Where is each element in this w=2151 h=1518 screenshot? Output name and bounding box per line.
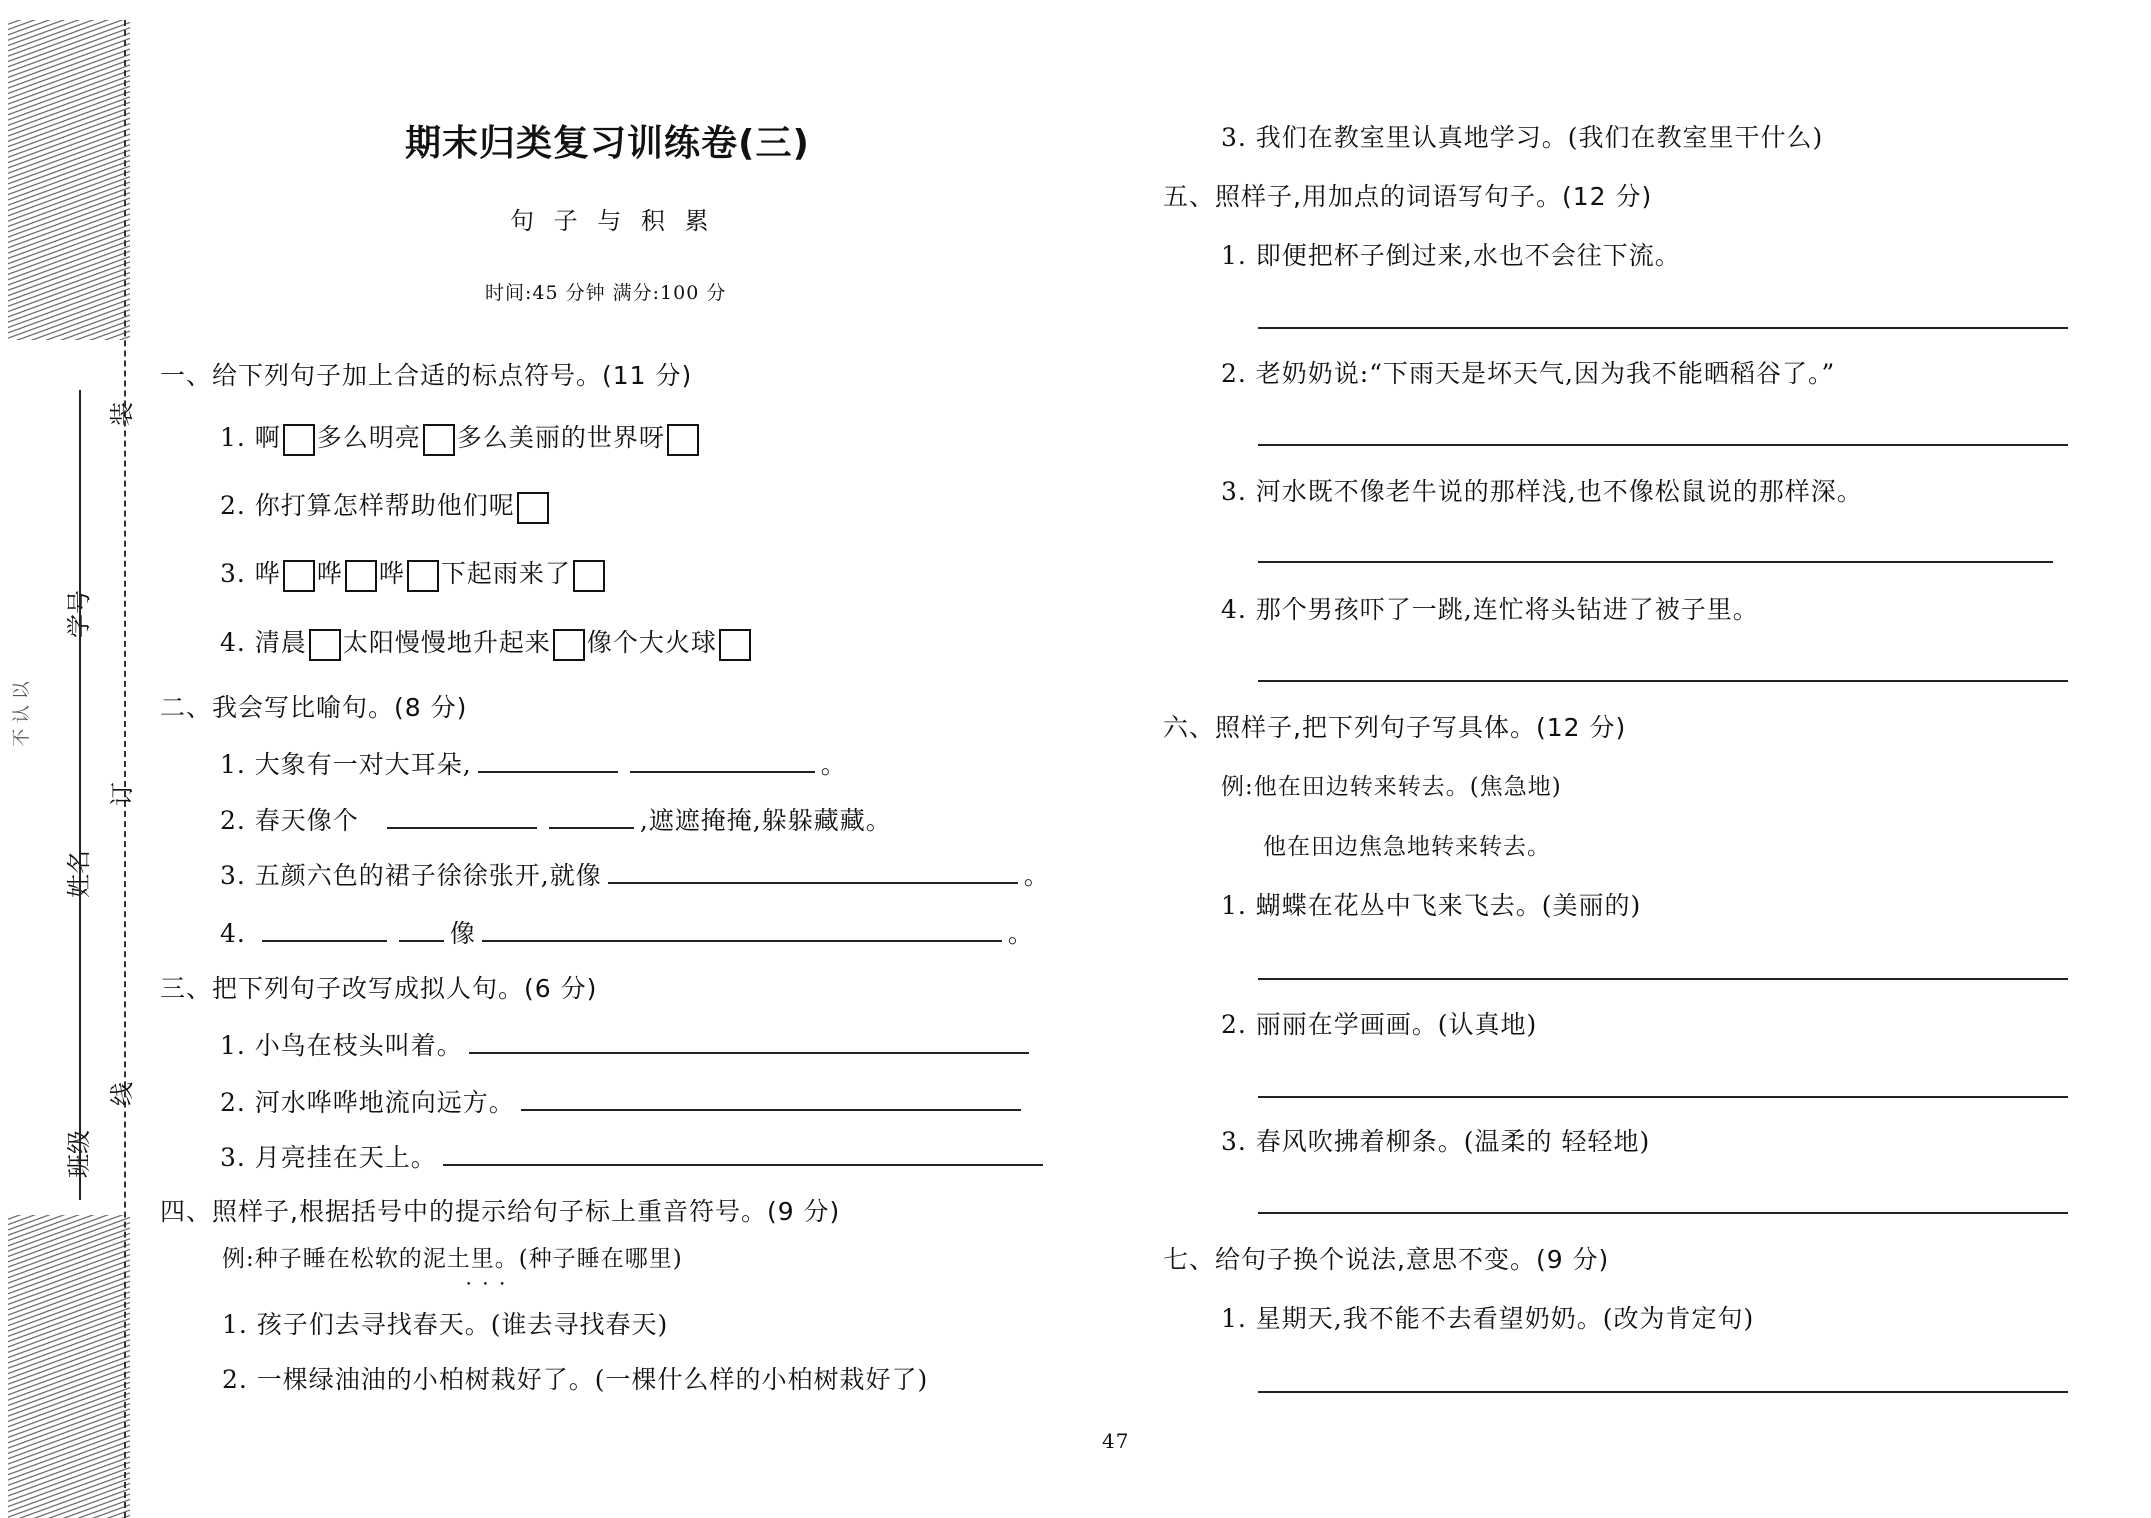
cut-char: 线 [108,1082,136,1106]
question-3-3 [220,1142,1049,1174]
question-2-2 [220,805,892,837]
section-5-heading: 五、照样子,用加点的词语写句子。(12 分) [1163,182,1653,211]
period: 。 [820,750,847,779]
number-label: 学号 [65,590,93,638]
question-1-4 [220,627,753,661]
question-2-3 [220,860,1050,892]
answer-line[interactable] [630,751,815,773]
subtitle: 句 子 与 积 累 [510,207,715,235]
question-4-1: 1. 孩子们去寻找春天。(谁去寻找春天) [222,1310,669,1339]
answer-box[interactable] [345,560,377,592]
question-3-2 [220,1087,1027,1119]
question-text: 4. 清晨 [220,628,307,657]
binding-hatch-top [8,20,130,340]
answer-line[interactable] [1258,1212,2068,1214]
period: 。 [1023,861,1050,890]
question-6-3: 3. 春风吹拂着柳条。(温柔的 轻轻地) [1221,1127,1651,1156]
question-1-3 [220,558,607,592]
question-text: 多么美丽的世界呀 [456,423,665,452]
question-text: 1. 啊 [220,423,281,452]
class-label: 班级 [65,1130,93,1178]
question-text: 3. 月亮挂在天上。 [220,1143,437,1172]
answer-line[interactable] [399,920,444,942]
period: 。 [1007,919,1034,948]
cut-char: 装 [108,402,136,426]
question-text: 4. [220,919,246,948]
answer-line[interactable] [549,807,634,829]
question-text: 3. 五颜六色的裙子徐徐张开,就像 [220,861,602,890]
question-text: 哗 [316,559,343,588]
question-text: 2. 河水哗哗地流向远方。 [220,1088,515,1117]
answer-box[interactable] [283,560,315,592]
answer-line[interactable] [1258,561,2053,563]
section-3-heading: 三、把下列句子改写成拟人句。(6 分) [160,974,598,1003]
question-text: 1. 大象有一对大耳朵, [220,750,472,779]
question-4-2: 2. 一棵绿油油的小柏树栽好了。(一棵什么样的小柏树栽好了) [222,1365,929,1394]
question-6-2: 2. 丽丽在学画画。(认真地) [1221,1010,1538,1039]
section-1-heading: 一、给下列句子加上合适的标点符号。(11 分) [160,361,693,390]
question-6-1: 1. 蝴蝶在花丛中飞来飞去。(美丽的) [1221,891,1642,920]
answer-line[interactable] [1258,1391,2068,1393]
question-text: 哗 [378,559,405,588]
answer-box[interactable] [407,560,439,592]
question-4-3: 3. 我们在教室里认真地学习。(我们在教室里干什么) [1221,123,1824,152]
emphasis-dots: • • • [466,1280,505,1290]
question-text: 像 [449,919,476,948]
answer-box[interactable] [517,492,549,524]
answer-line[interactable] [262,920,387,942]
answer-line[interactable] [1258,978,2068,980]
question-2-4 [220,918,1034,950]
question-3-1 [220,1030,1035,1062]
section-4-heading: 四、照样子,根据括号中的提示给句子标上重音符号。(9 分) [160,1197,841,1226]
binding-fill-line [79,390,81,1200]
question-5-1: 1. 即便把杯子倒过来,水也不会往下流。 [1221,241,1681,270]
question-5-4: 4. 那个男孩吓了一跳,连忙将头钻进了被子里。 [1221,595,1759,624]
question-text: 下起雨来了 [440,559,571,588]
example-6: 例:他在田边转来转去。(焦急地) [1221,774,1562,800]
question-text: 像个大火球 [586,628,717,657]
example-6-answer: 他在田边焦急地转来转去。 [1263,834,1551,860]
question-1-1 [220,422,701,456]
example-4: 例:种子睡在松软的泥土里。(种子睡在哪里) [222,1246,683,1272]
answer-line[interactable] [469,1032,1029,1054]
answer-line[interactable] [443,1144,1043,1166]
question-text: 2. 你打算怎样帮助他们呢 [220,491,515,520]
question-7-1: 1. 星期天,我不能不去看望奶奶。(改为肯定句) [1221,1304,1755,1333]
exam-meta: 时间:45 分钟 满分:100 分 [485,282,727,304]
answer-line[interactable] [478,751,618,773]
answer-line[interactable] [1258,327,2068,329]
section-6-heading: 六、照样子,把下列句子写具体。(12 分) [1163,713,1627,742]
question-text: 2. 春天像个 [220,806,359,835]
answer-box[interactable] [423,424,455,456]
answer-line[interactable] [1258,680,2068,682]
answer-box[interactable] [283,424,315,456]
question-text: 3. 哗 [220,559,281,588]
cut-char: 订 [108,782,136,806]
answer-line[interactable] [387,807,537,829]
answer-line[interactable] [482,920,1002,942]
question-2-1 [220,749,847,781]
answer-box[interactable] [553,629,585,661]
section-7-heading: 七、给句子换个说法,意思不变。(9 分) [1163,1245,1610,1274]
page-title: 期末归类复习训练卷(三) [405,123,810,164]
question-text: 太阳慢慢地升起来 [342,628,551,657]
question-5-3: 3. 河水既不像老牛说的那样浅,也不像松鼠说的那样深。 [1221,477,1863,506]
answer-line[interactable] [1258,444,2068,446]
binding-note: 不 认 以 [11,681,33,747]
answer-box[interactable] [573,560,605,592]
question-text: 1. 小鸟在枝头叫着。 [220,1031,463,1060]
question-5-2: 2. 老奶奶说:“下雨天是坏天气,因为我不能晒稻谷了。” [1221,359,1836,388]
question-text: ,遮遮掩掩,躲躲藏藏。 [639,806,892,835]
question-text: 多么明亮 [316,423,421,452]
answer-line[interactable] [608,862,1018,884]
question-1-2 [220,490,551,524]
binding-hatch-bottom [8,1215,130,1518]
answer-line[interactable] [521,1089,1021,1111]
answer-line[interactable] [1258,1096,2068,1098]
page-number: 47 [1102,1429,1130,1453]
cut-line [124,20,126,1518]
answer-box[interactable] [667,424,699,456]
name-label: 姓名 [65,850,93,898]
section-2-heading: 二、我会写比喻句。(8 分) [160,693,468,722]
answer-box[interactable] [309,629,341,661]
answer-box[interactable] [719,629,751,661]
